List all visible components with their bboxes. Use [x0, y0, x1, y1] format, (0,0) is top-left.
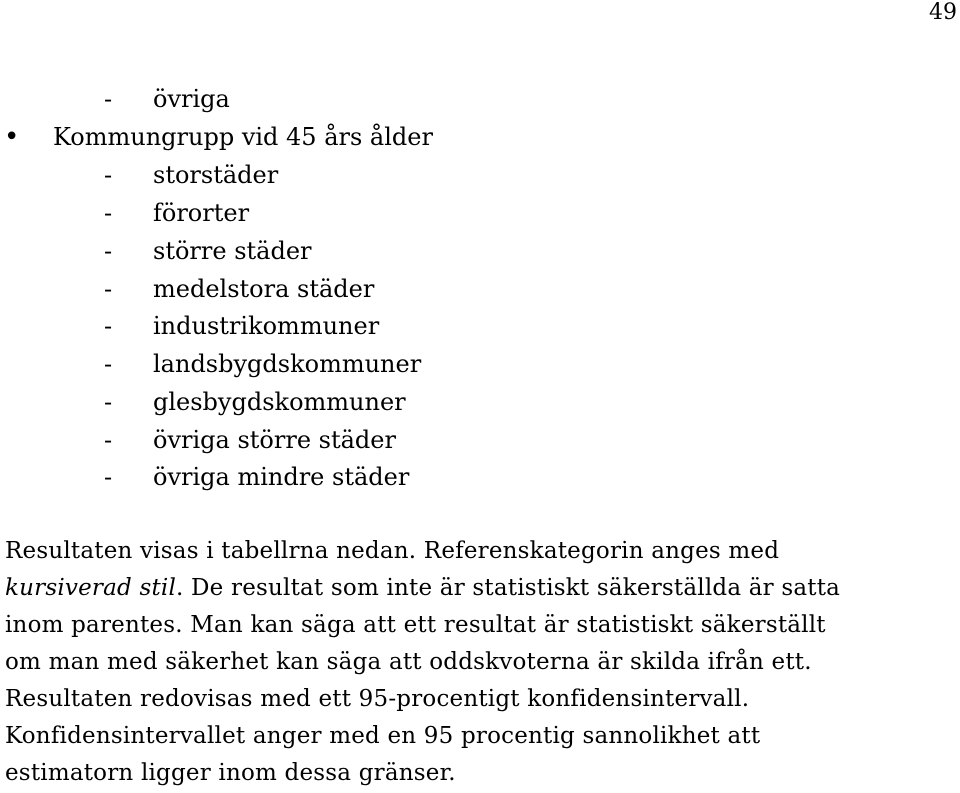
list-item: landsbygdskommuner — [153, 350, 422, 378]
list-dash: - — [104, 463, 113, 491]
paragraph-text: . De resultat som inte är statistiskt säkerställda är satta — [176, 575, 841, 601]
list-dash: - — [104, 426, 113, 454]
list-item: förorter — [153, 199, 250, 227]
list-item: övriga större städer — [153, 426, 396, 454]
list-dash: - — [104, 275, 113, 303]
page-number: 49 — [929, 0, 957, 25]
list-dash: - — [104, 237, 113, 265]
bullet-icon: • — [4, 122, 20, 152]
list-dash: - — [104, 350, 113, 378]
list-dash: - — [104, 312, 113, 340]
paragraph-line: Resultaten redovisas med ett 95-procentigt konfidensintervall. — [5, 686, 750, 712]
list-item: industrikommuner — [153, 312, 380, 340]
paragraph-line: Resultaten visas i tabellrna nedan. Referenskategorin anges med — [5, 538, 780, 564]
list-item: övriga mindre städer — [153, 463, 410, 491]
list-dash: - — [104, 388, 113, 416]
list-dash: - — [104, 199, 113, 227]
paragraph-line: estimatorn ligger inom dessa gränser. — [5, 760, 456, 786]
list-item: större städer — [153, 237, 312, 265]
paragraph-line: Konfidensintervallet anger med en 95 procentig sannolikhet att — [5, 723, 761, 749]
list-dash: - — [104, 161, 113, 189]
paragraph-line — [5, 570, 840, 607]
list-item: storstäder — [153, 161, 279, 189]
italic-reference-text: kursiverad stil — [5, 575, 177, 601]
list-heading: Kommungrupp vid 45 års ålder — [53, 123, 433, 151]
list-dash: - — [104, 85, 113, 113]
paragraph-line: om man med säkerhet kan säga att oddskvoterna är skilda ifrån ett. — [5, 649, 812, 675]
list-item: övriga — [153, 85, 230, 113]
list-item: medelstora städer — [153, 275, 375, 303]
list-item: glesbygdskommuner — [153, 388, 406, 416]
paragraph-line: inom parentes. Man kan säga att ett resultat är statistiskt säkerställt — [5, 612, 826, 638]
